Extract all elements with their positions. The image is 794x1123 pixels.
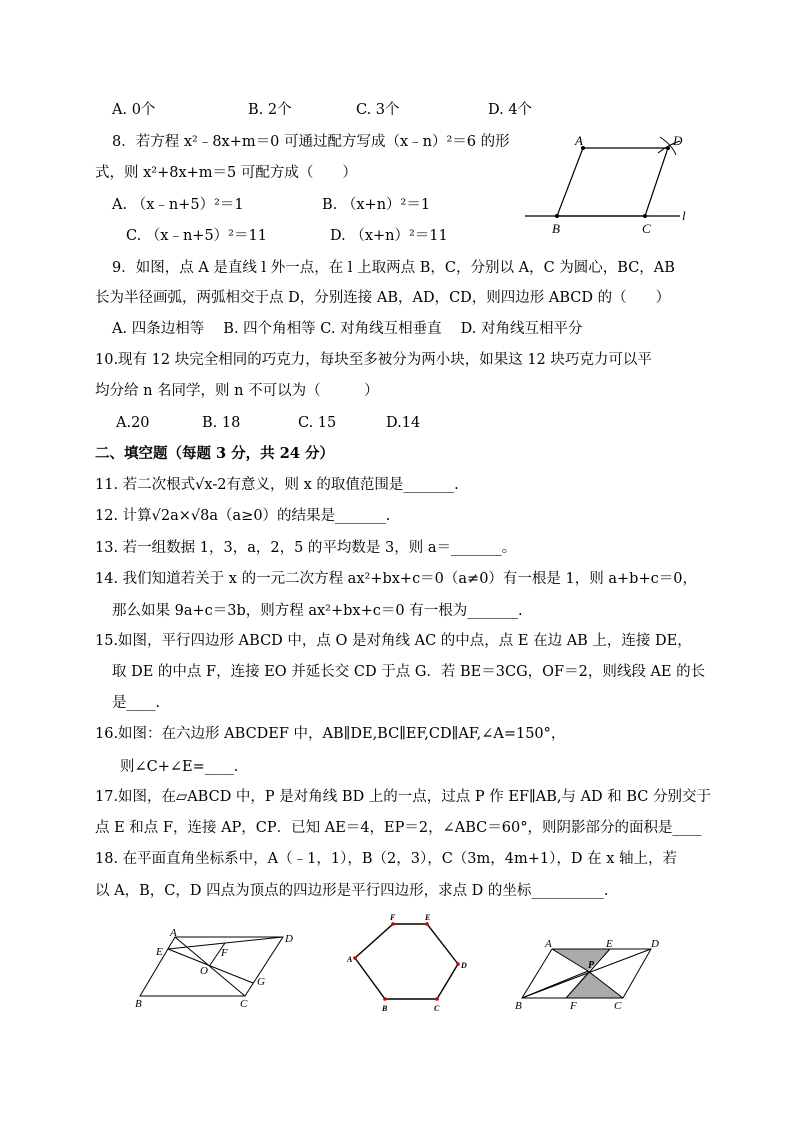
q9-stem-line1: 9．如图，点 A 是直线 l 外一点，在 l 上取两点 B，C，分别以 A，C 为圆心，BC，AB — [112, 260, 675, 276]
label-c: C — [642, 221, 651, 236]
q7-option-d: D. 4个 — [488, 102, 533, 118]
q15-line2: 取 DE 的中点 F，连接 EO 并延长交 CD 于点 G．若 BE＝3CG，OF＝2，则线段 AE 的长 — [112, 664, 706, 680]
q8-option-b: B. （x+n）²＝1 — [322, 197, 431, 213]
q10-option-d: D.14 — [386, 415, 421, 431]
label-c: C — [614, 1000, 622, 1012]
label-c: C — [240, 998, 248, 1010]
q10-stem-line2: 均分给 n 名同学，则 n 不可以为（ ） — [95, 383, 379, 399]
label-a: A — [170, 927, 177, 939]
q7-option-a: A. 0个 — [112, 102, 156, 118]
label-d: D — [651, 938, 659, 950]
figure-q9-rhombus — [520, 125, 700, 240]
label-f: F — [221, 947, 228, 959]
section-2-title: 二、填空题（每题 3 分，共 24 分） — [95, 445, 334, 462]
figure-q17-shaded-parallelogram — [508, 935, 668, 1015]
label-b: B — [135, 998, 142, 1010]
q14-line1: 14. 我们知道若关于 x 的一元二次方程 ax²+bx+c＝0（a≠0）有一根是 1，则 a+b+c＝0， — [95, 571, 697, 587]
q8-option-c: C. （x﹣n+5）²＝11 — [126, 228, 267, 244]
label-e: E — [156, 946, 163, 958]
label-b: B — [382, 1004, 388, 1013]
q10-option-c: C. 15 — [298, 415, 337, 431]
q8-stem-line1: 8．若方程 x²﹣8x+m＝0 可通过配方写成（x﹣n）²＝6 的形 — [112, 134, 510, 150]
q18-line2: 以 A，B，C，D 四点为顶点的四边形是平行四边形，求点 D 的坐标__________. — [95, 883, 609, 899]
label-p: P — [588, 960, 595, 971]
q15-line3: 是____. — [112, 695, 161, 711]
q9-options: A. 四条边相等 B. 四个角相等 C. 对角线互相垂直 D. 对角线互相平分 — [112, 321, 583, 337]
q17-line2: 点 E 和点 F，连接 AP，CP．已知 AE＝4，EP＝2，∠ABC＝60°，则阴影部分的面积是____ — [95, 820, 702, 836]
q16-line1: 16.如图：在六边形 ABCDEF 中，AB∥DE,BC∥EF,CD∥AF,∠A=150°， — [95, 726, 566, 742]
label-a: A — [545, 938, 552, 950]
figure-q16-hexagon — [345, 912, 470, 1017]
q8-stem-line2: 式，则 x²+8x+m＝5 可配方成（ ） — [95, 165, 357, 181]
q8-option-a: A. （x﹣n+5）²＝1 — [112, 197, 244, 213]
label-d: D — [285, 933, 293, 945]
q10-stem-line1: 10.现有 12 块完全相同的巧克力，每块至多被分为两小块，如果这 12 块巧克力可以平 — [95, 352, 652, 368]
label-f: F — [570, 1000, 577, 1012]
label-l: l — [682, 208, 686, 223]
q11: 11. 若二次根式√x-2有意义，则 x 的取值范围是_______. — [95, 477, 459, 493]
q18-line1: 18. 在平面直角坐标系中，A（﹣1，1），B（2，3），C（3m，4m+1），D 在 x 轴上，若 — [95, 851, 677, 867]
q10-option-b: B. 18 — [202, 415, 241, 431]
label-d: D — [461, 961, 467, 970]
label-d: D — [673, 133, 683, 148]
q16-line2: 则∠C+∠E=____. — [120, 759, 239, 775]
label-b: B — [515, 1000, 522, 1012]
q15-line1: 15.如图，平行四边形 ABCD 中，点 O 是对角线 AC 的中点，点 E 在边 AB 上，连接 DE， — [95, 633, 692, 649]
q8-option-d: D. （x+n）²＝11 — [330, 228, 448, 244]
q13: 13. 若一组数据 1，3，a，2，5 的平均数是 3，则 a＝_______。 — [95, 540, 517, 556]
label-a: A — [347, 955, 353, 964]
label-f: F — [390, 913, 396, 922]
q12: 12. 计算√2a×√8a（a≥0）的结果是_______. — [95, 508, 391, 524]
label-c: C — [434, 1004, 440, 1013]
q7-option-c: C. 3个 — [356, 102, 400, 118]
label-b: B — [552, 221, 560, 236]
q14-line2: 那么如果 9a+c＝3b，则方程 ax²+bx+c＝0 有一根为_______. — [112, 603, 523, 619]
label-e: E — [606, 938, 613, 950]
q9-stem-line2: 长为半径画弧，两弧相交于点 D，分别连接 AB，AD，CD，则四边形 ABCD 的（ ） — [95, 290, 671, 306]
q17-line1: 17.如图，在▱ABCD 中，P 是对角线 BD 上的一点，过点 P 作 EF∥AB,与 AD 和 BC 分别交于 — [95, 789, 712, 805]
label-g: G — [257, 976, 265, 988]
q10-option-a: A.20 — [116, 415, 150, 431]
figure-q15-parallelogram — [130, 925, 305, 1010]
q7-option-b: B. 2个 — [248, 102, 292, 118]
label-o: O — [200, 965, 208, 977]
label-a: A — [575, 133, 583, 148]
label-e: E — [425, 913, 431, 922]
